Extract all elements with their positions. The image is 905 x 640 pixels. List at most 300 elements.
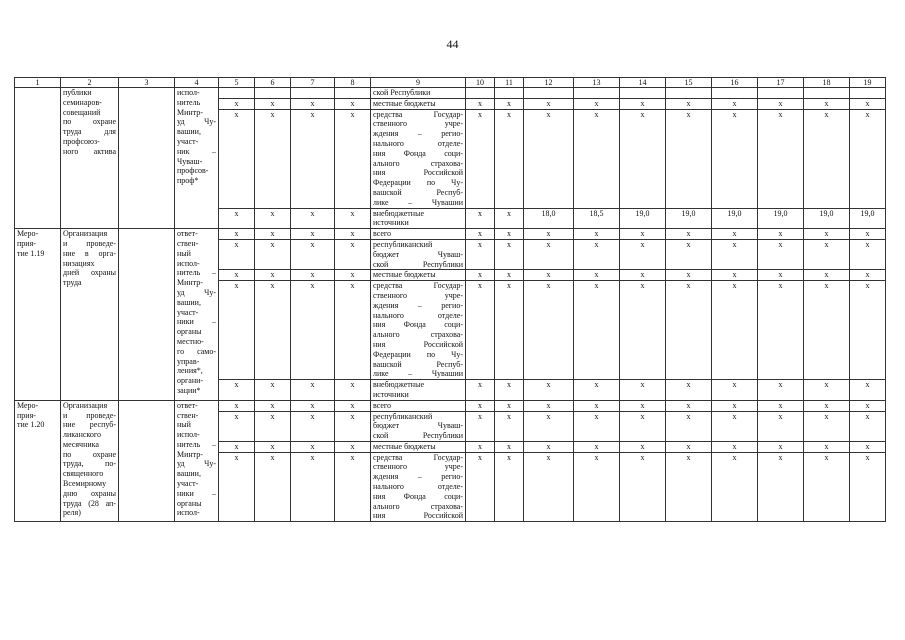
mark-cell: x xyxy=(219,109,255,208)
mark-cell: x xyxy=(495,109,524,208)
cell-line: ления*, xyxy=(177,366,203,376)
mark-cell: x xyxy=(574,229,620,240)
mark-cell: x xyxy=(850,411,886,441)
measure-number-cell xyxy=(15,400,61,522)
mark-cell: x xyxy=(524,109,574,208)
source-cell xyxy=(371,411,466,441)
cell-line: ответ- xyxy=(177,400,198,410)
header-cell: 14 xyxy=(620,78,666,88)
cell-line: вашии, xyxy=(177,297,201,307)
cell-line: зации* xyxy=(177,385,201,395)
cell-line: республиканский xyxy=(373,411,433,421)
cell-line: ный xyxy=(177,248,191,258)
cell-line: органы xyxy=(177,327,202,337)
mark-cell: x xyxy=(620,380,666,401)
source-cell xyxy=(371,109,466,208)
cell-line: Организация xyxy=(63,400,108,410)
header-cell: 17 xyxy=(758,78,804,88)
cell-line: ственного учре- xyxy=(373,462,463,472)
mark-cell: x xyxy=(758,239,804,269)
cell-line: ствен- xyxy=(177,238,199,248)
mark-cell: x xyxy=(495,239,524,269)
cell-line: проф* xyxy=(177,176,199,186)
cell-line: ния Российской xyxy=(373,168,463,178)
header-cell: 7 xyxy=(291,78,335,88)
cell-line: по охране xyxy=(63,449,116,459)
mark-cell: x xyxy=(255,400,291,411)
empty-cell xyxy=(119,229,175,401)
cell-line: участ- xyxy=(177,307,199,317)
cell-line: Меро- xyxy=(17,229,39,239)
mark-cell: x xyxy=(335,239,371,269)
value-cell: 19,0 xyxy=(850,208,886,229)
mark-cell: x xyxy=(620,239,666,269)
header-cell: 10 xyxy=(466,78,495,88)
value-cell: 19,0 xyxy=(620,208,666,229)
cell-line: лике – Чувашии xyxy=(373,197,463,207)
mark-cell: x xyxy=(574,400,620,411)
value-cell: 19,0 xyxy=(758,208,804,229)
program-table xyxy=(14,77,886,522)
cell-line: прия- xyxy=(17,238,36,248)
mark-cell: x xyxy=(291,380,335,401)
mark-cell: x xyxy=(495,229,524,240)
cell-line: ждения – регио- xyxy=(373,300,463,310)
mark-cell: x xyxy=(466,239,495,269)
cell-line: Организация xyxy=(63,229,108,239)
mark-cell: x xyxy=(712,380,758,401)
cell-line: средства Государ- xyxy=(373,452,463,462)
cell-line: уд Чу- xyxy=(177,287,216,297)
mark-cell: x xyxy=(758,411,804,441)
mark-cell: x xyxy=(804,441,850,452)
cell-line: труда, по- xyxy=(63,459,116,469)
mark-cell: x xyxy=(255,239,291,269)
cell-line: ния Фонда соци- xyxy=(373,491,463,501)
mark-cell: x xyxy=(850,400,886,411)
header-cell: 11 xyxy=(495,78,524,88)
cell-line: и проведе- xyxy=(63,238,116,248)
header-cell: 18 xyxy=(804,78,850,88)
cell-line: испол- xyxy=(177,88,200,97)
mark-cell: x xyxy=(758,380,804,401)
mark-cell: x xyxy=(335,229,371,240)
cell-line: Минтр- xyxy=(177,278,203,288)
cell-line: внебюджетные xyxy=(373,380,424,390)
mark-cell: x xyxy=(335,380,371,401)
mark-cell: x xyxy=(335,109,371,208)
cell-line: ния Российской xyxy=(373,339,463,349)
cell-line: Федерации по Чу- xyxy=(373,349,463,359)
cell-line: ального страхова- xyxy=(373,330,463,340)
mark-cell: x xyxy=(524,452,574,522)
mark-cell: x xyxy=(291,109,335,208)
empty-cell xyxy=(119,400,175,522)
mark-cell: x xyxy=(255,441,291,452)
cell-line: ответ- xyxy=(177,229,198,239)
mark-cell: x xyxy=(758,270,804,281)
measure-number-cell xyxy=(15,88,61,229)
page-number: 44 xyxy=(446,37,459,51)
mark-cell: x xyxy=(335,98,371,109)
mark-cell: x xyxy=(574,441,620,452)
cell-line: нитель – xyxy=(177,439,216,449)
empty-cell xyxy=(804,88,850,99)
mark-cell: x xyxy=(850,380,886,401)
table-row xyxy=(15,400,886,411)
cell-line: средства Государ- xyxy=(373,281,463,291)
cell-line: Федерации по Чу- xyxy=(373,178,463,188)
mark-cell: x xyxy=(758,98,804,109)
mark-cell: x xyxy=(255,270,291,281)
mark-cell: x xyxy=(666,452,712,522)
cell-line: ской Республики xyxy=(373,88,431,97)
cell-line: месячника xyxy=(63,439,99,449)
mark-cell: x xyxy=(574,411,620,441)
mark-cell: x xyxy=(255,411,291,441)
source-cell xyxy=(371,239,466,269)
empty-cell xyxy=(255,88,291,99)
mark-cell: x xyxy=(335,441,371,452)
mark-cell: x xyxy=(666,98,712,109)
header-cell: 19 xyxy=(850,78,886,88)
mark-cell: x xyxy=(804,109,850,208)
cell-line: нального отделе- xyxy=(373,482,463,492)
measure-number-cell xyxy=(15,229,61,401)
mark-cell: x xyxy=(219,208,255,229)
mark-cell: x xyxy=(712,229,758,240)
cell-line: труда (28 ап- xyxy=(63,498,116,508)
cell-line: Минтр- xyxy=(177,449,203,459)
cell-line: ник – xyxy=(177,146,216,156)
mark-cell: x xyxy=(291,452,335,522)
mark-cell: x xyxy=(524,400,574,411)
cell-line: уд Чу- xyxy=(177,459,216,469)
cell-line: дню охраны xyxy=(63,488,116,498)
mark-cell: x xyxy=(758,229,804,240)
cell-line: труда для xyxy=(63,127,116,137)
mark-cell: x xyxy=(255,98,291,109)
source-cell: всего xyxy=(371,400,466,411)
cell-line: нального отделе- xyxy=(373,310,463,320)
mark-cell: x xyxy=(804,452,850,522)
cell-line: ждения – регио- xyxy=(373,129,463,139)
mark-cell: x xyxy=(666,281,712,380)
header-cell: 2 xyxy=(61,78,119,88)
mark-cell: x xyxy=(666,441,712,452)
mark-cell: x xyxy=(804,281,850,380)
cell-line: вашии, xyxy=(177,469,201,479)
mark-cell: x xyxy=(804,229,850,240)
mark-cell: x xyxy=(255,229,291,240)
header-cell: 3 xyxy=(119,78,175,88)
cell-line: ники – xyxy=(177,317,216,327)
empty-cell xyxy=(850,88,886,99)
header-cell: 16 xyxy=(712,78,758,88)
mark-cell: x xyxy=(666,109,712,208)
header-cell: 8 xyxy=(335,78,371,88)
cell-line: ние в орга- xyxy=(63,248,116,258)
cell-line: реля) xyxy=(63,508,81,518)
mark-cell: x xyxy=(574,270,620,281)
cell-line: органи- xyxy=(177,376,204,386)
cell-line: и проведе- xyxy=(63,410,116,420)
cell-line: ники – xyxy=(177,488,216,498)
cell-line: профсоюз- xyxy=(63,136,100,146)
mark-cell: x xyxy=(712,270,758,281)
mark-cell: x xyxy=(524,441,574,452)
mark-cell: x xyxy=(850,270,886,281)
mark-cell: x xyxy=(574,98,620,109)
cell-line: прия- xyxy=(17,410,36,420)
value-cell: 19,0 xyxy=(804,208,850,229)
source-cell: местные бюджеты xyxy=(371,98,466,109)
mark-cell: x xyxy=(291,208,335,229)
mark-cell: x xyxy=(666,411,712,441)
mark-cell: x xyxy=(291,239,335,269)
mark-cell: x xyxy=(291,400,335,411)
executor-cell xyxy=(175,229,219,401)
mark-cell: x xyxy=(291,229,335,240)
cell-line: ния Российской xyxy=(373,511,463,521)
cell-line: тие 1.20 xyxy=(17,420,45,430)
empty-cell xyxy=(524,88,574,99)
mark-cell: x xyxy=(255,208,291,229)
mark-cell: x xyxy=(712,400,758,411)
cell-line: Минтр- xyxy=(177,107,203,117)
mark-cell: x xyxy=(495,98,524,109)
mark-cell: x xyxy=(574,281,620,380)
cell-line: республиканский xyxy=(373,239,433,249)
cell-line: ния Фонда соци- xyxy=(373,320,463,330)
cell-line: бюджет Чуваш- xyxy=(373,249,463,259)
empty-cell xyxy=(758,88,804,99)
empty-cell xyxy=(574,88,620,99)
empty-cell xyxy=(291,88,335,99)
mark-cell: x xyxy=(850,441,886,452)
empty-cell xyxy=(495,88,524,99)
cell-line: уд Чу- xyxy=(177,117,216,127)
mark-cell: x xyxy=(495,441,524,452)
executor-cell xyxy=(175,88,219,229)
mark-cell: x xyxy=(219,452,255,522)
cell-line: органы xyxy=(177,498,202,508)
mark-cell: x xyxy=(291,441,335,452)
cell-line: ния Фонда соци- xyxy=(373,148,463,158)
mark-cell: x xyxy=(850,229,886,240)
mark-cell: x xyxy=(219,411,255,441)
executor-cell xyxy=(175,400,219,522)
header-cell: 6 xyxy=(255,78,291,88)
mark-cell: x xyxy=(219,281,255,380)
cell-line: участ- xyxy=(177,479,199,489)
cell-line: внебюджетные xyxy=(373,208,424,218)
mark-cell: x xyxy=(712,452,758,522)
cell-line: испол- xyxy=(177,508,200,518)
empty-cell xyxy=(666,88,712,99)
mark-cell: x xyxy=(255,281,291,380)
mark-cell: x xyxy=(524,380,574,401)
mark-cell: x xyxy=(466,281,495,380)
mark-cell: x xyxy=(574,239,620,269)
source-cell: местные бюджеты xyxy=(371,270,466,281)
mark-cell: x xyxy=(466,270,495,281)
mark-cell: x xyxy=(712,441,758,452)
mark-cell: x xyxy=(804,239,850,269)
mark-cell: x xyxy=(804,380,850,401)
cell-line: испол- xyxy=(177,430,200,440)
mark-cell: x xyxy=(758,281,804,380)
mark-cell: x xyxy=(219,98,255,109)
cell-line: по охране xyxy=(63,117,116,127)
measure-name-cell xyxy=(61,400,119,522)
mark-cell: x xyxy=(804,98,850,109)
mark-cell: x xyxy=(466,109,495,208)
mark-cell: x xyxy=(291,98,335,109)
mark-cell: x xyxy=(495,208,524,229)
mark-cell: x xyxy=(524,239,574,269)
cell-line: средства Государ- xyxy=(373,109,463,119)
mark-cell: x xyxy=(291,270,335,281)
mark-cell: x xyxy=(574,452,620,522)
mark-cell: x xyxy=(804,270,850,281)
mark-cell: x xyxy=(524,98,574,109)
cell-line: ального страхова- xyxy=(373,501,463,511)
header-cell: 12 xyxy=(524,78,574,88)
mark-cell: x xyxy=(219,239,255,269)
cell-line: лике – Чувашии xyxy=(373,369,463,379)
cell-line: труда xyxy=(63,278,82,288)
mark-cell: x xyxy=(255,109,291,208)
cell-line: тие 1.19 xyxy=(17,248,45,258)
mark-cell: x xyxy=(335,411,371,441)
mark-cell: x xyxy=(495,281,524,380)
cell-line: ственного учре- xyxy=(373,290,463,300)
empty-cell xyxy=(119,88,175,229)
mark-cell: x xyxy=(620,270,666,281)
header-row xyxy=(15,78,886,88)
mark-cell: x xyxy=(255,452,291,522)
cell-line: ального страхова- xyxy=(373,158,463,168)
cell-line: ственного учре- xyxy=(373,119,463,129)
mark-cell: x xyxy=(495,452,524,522)
cell-line: источники xyxy=(373,218,409,228)
mark-cell: x xyxy=(620,441,666,452)
cell-line: публики xyxy=(63,88,92,97)
mark-cell: x xyxy=(666,229,712,240)
mark-cell: x xyxy=(758,452,804,522)
cell-line: нитель – xyxy=(177,268,216,278)
value-cell: 18,5 xyxy=(574,208,620,229)
mark-cell: x xyxy=(291,411,335,441)
cell-line: Меро- xyxy=(17,400,39,410)
mark-cell: x xyxy=(219,441,255,452)
mark-cell: x xyxy=(758,109,804,208)
cell-line: Всемирному xyxy=(63,479,107,489)
mark-cell: x xyxy=(495,270,524,281)
header-cell: 1 xyxy=(15,78,61,88)
cell-line: ждения – регио- xyxy=(373,472,463,482)
mark-cell: x xyxy=(574,380,620,401)
mark-cell: x xyxy=(524,281,574,380)
cell-line: дней охраны xyxy=(63,268,116,278)
mark-cell: x xyxy=(666,239,712,269)
cell-line: нального отделе- xyxy=(373,138,463,148)
mark-cell: x xyxy=(524,229,574,240)
cell-line: совещаний xyxy=(63,107,101,117)
mark-cell: x xyxy=(335,270,371,281)
cell-line: участ- xyxy=(177,136,199,146)
source-cell xyxy=(371,452,466,522)
header-cell: 4 xyxy=(175,78,219,88)
mark-cell: x xyxy=(758,400,804,411)
cell-line: управ- xyxy=(177,356,200,366)
mark-cell: x xyxy=(850,452,886,522)
table-row xyxy=(15,88,886,99)
mark-cell: x xyxy=(620,281,666,380)
cell-line: вашии, xyxy=(177,127,201,137)
mark-cell: x xyxy=(620,400,666,411)
mark-cell: x xyxy=(850,109,886,208)
mark-cell: x xyxy=(666,400,712,411)
mark-cell: x xyxy=(219,229,255,240)
mark-cell: x xyxy=(335,400,371,411)
mark-cell: x xyxy=(466,441,495,452)
mark-cell: x xyxy=(466,229,495,240)
source-cell xyxy=(371,281,466,380)
mark-cell: x xyxy=(495,411,524,441)
cell-line: ствен- xyxy=(177,410,199,420)
mark-cell: x xyxy=(712,109,758,208)
mark-cell: x xyxy=(850,98,886,109)
empty-cell xyxy=(712,88,758,99)
mark-cell: x xyxy=(466,208,495,229)
mark-cell: x xyxy=(666,380,712,401)
mark-cell: x xyxy=(335,208,371,229)
cell-line: ской Республики xyxy=(373,259,463,269)
mark-cell: x xyxy=(219,400,255,411)
header-cell: 13 xyxy=(574,78,620,88)
cell-line: ликанского xyxy=(63,430,101,440)
mark-cell: x xyxy=(712,98,758,109)
mark-cell: x xyxy=(524,411,574,441)
mark-cell: x xyxy=(524,270,574,281)
cell-line: ный xyxy=(177,420,191,430)
mark-cell: x xyxy=(219,270,255,281)
mark-cell: x xyxy=(466,380,495,401)
measure-name-cell xyxy=(61,229,119,401)
mark-cell: x xyxy=(804,411,850,441)
source-cell xyxy=(371,380,466,401)
cell-line: ние респуб- xyxy=(63,420,116,430)
mark-cell: x xyxy=(574,109,620,208)
cell-line: испол- xyxy=(177,258,200,268)
value-cell: 19,0 xyxy=(712,208,758,229)
cell-line: низациях xyxy=(63,258,95,268)
mark-cell: x xyxy=(620,109,666,208)
mark-cell: x xyxy=(466,452,495,522)
measure-name-cell xyxy=(61,88,119,229)
cell-line: нитель xyxy=(177,97,201,107)
value-cell: 18,0 xyxy=(524,208,574,229)
source-cell: местные бюджеты xyxy=(371,441,466,452)
header-cell: 15 xyxy=(666,78,712,88)
empty-cell xyxy=(620,88,666,99)
mark-cell: x xyxy=(466,400,495,411)
cell-line: го само- xyxy=(177,346,216,356)
table-row xyxy=(15,229,886,240)
cell-line: священного xyxy=(63,469,104,479)
